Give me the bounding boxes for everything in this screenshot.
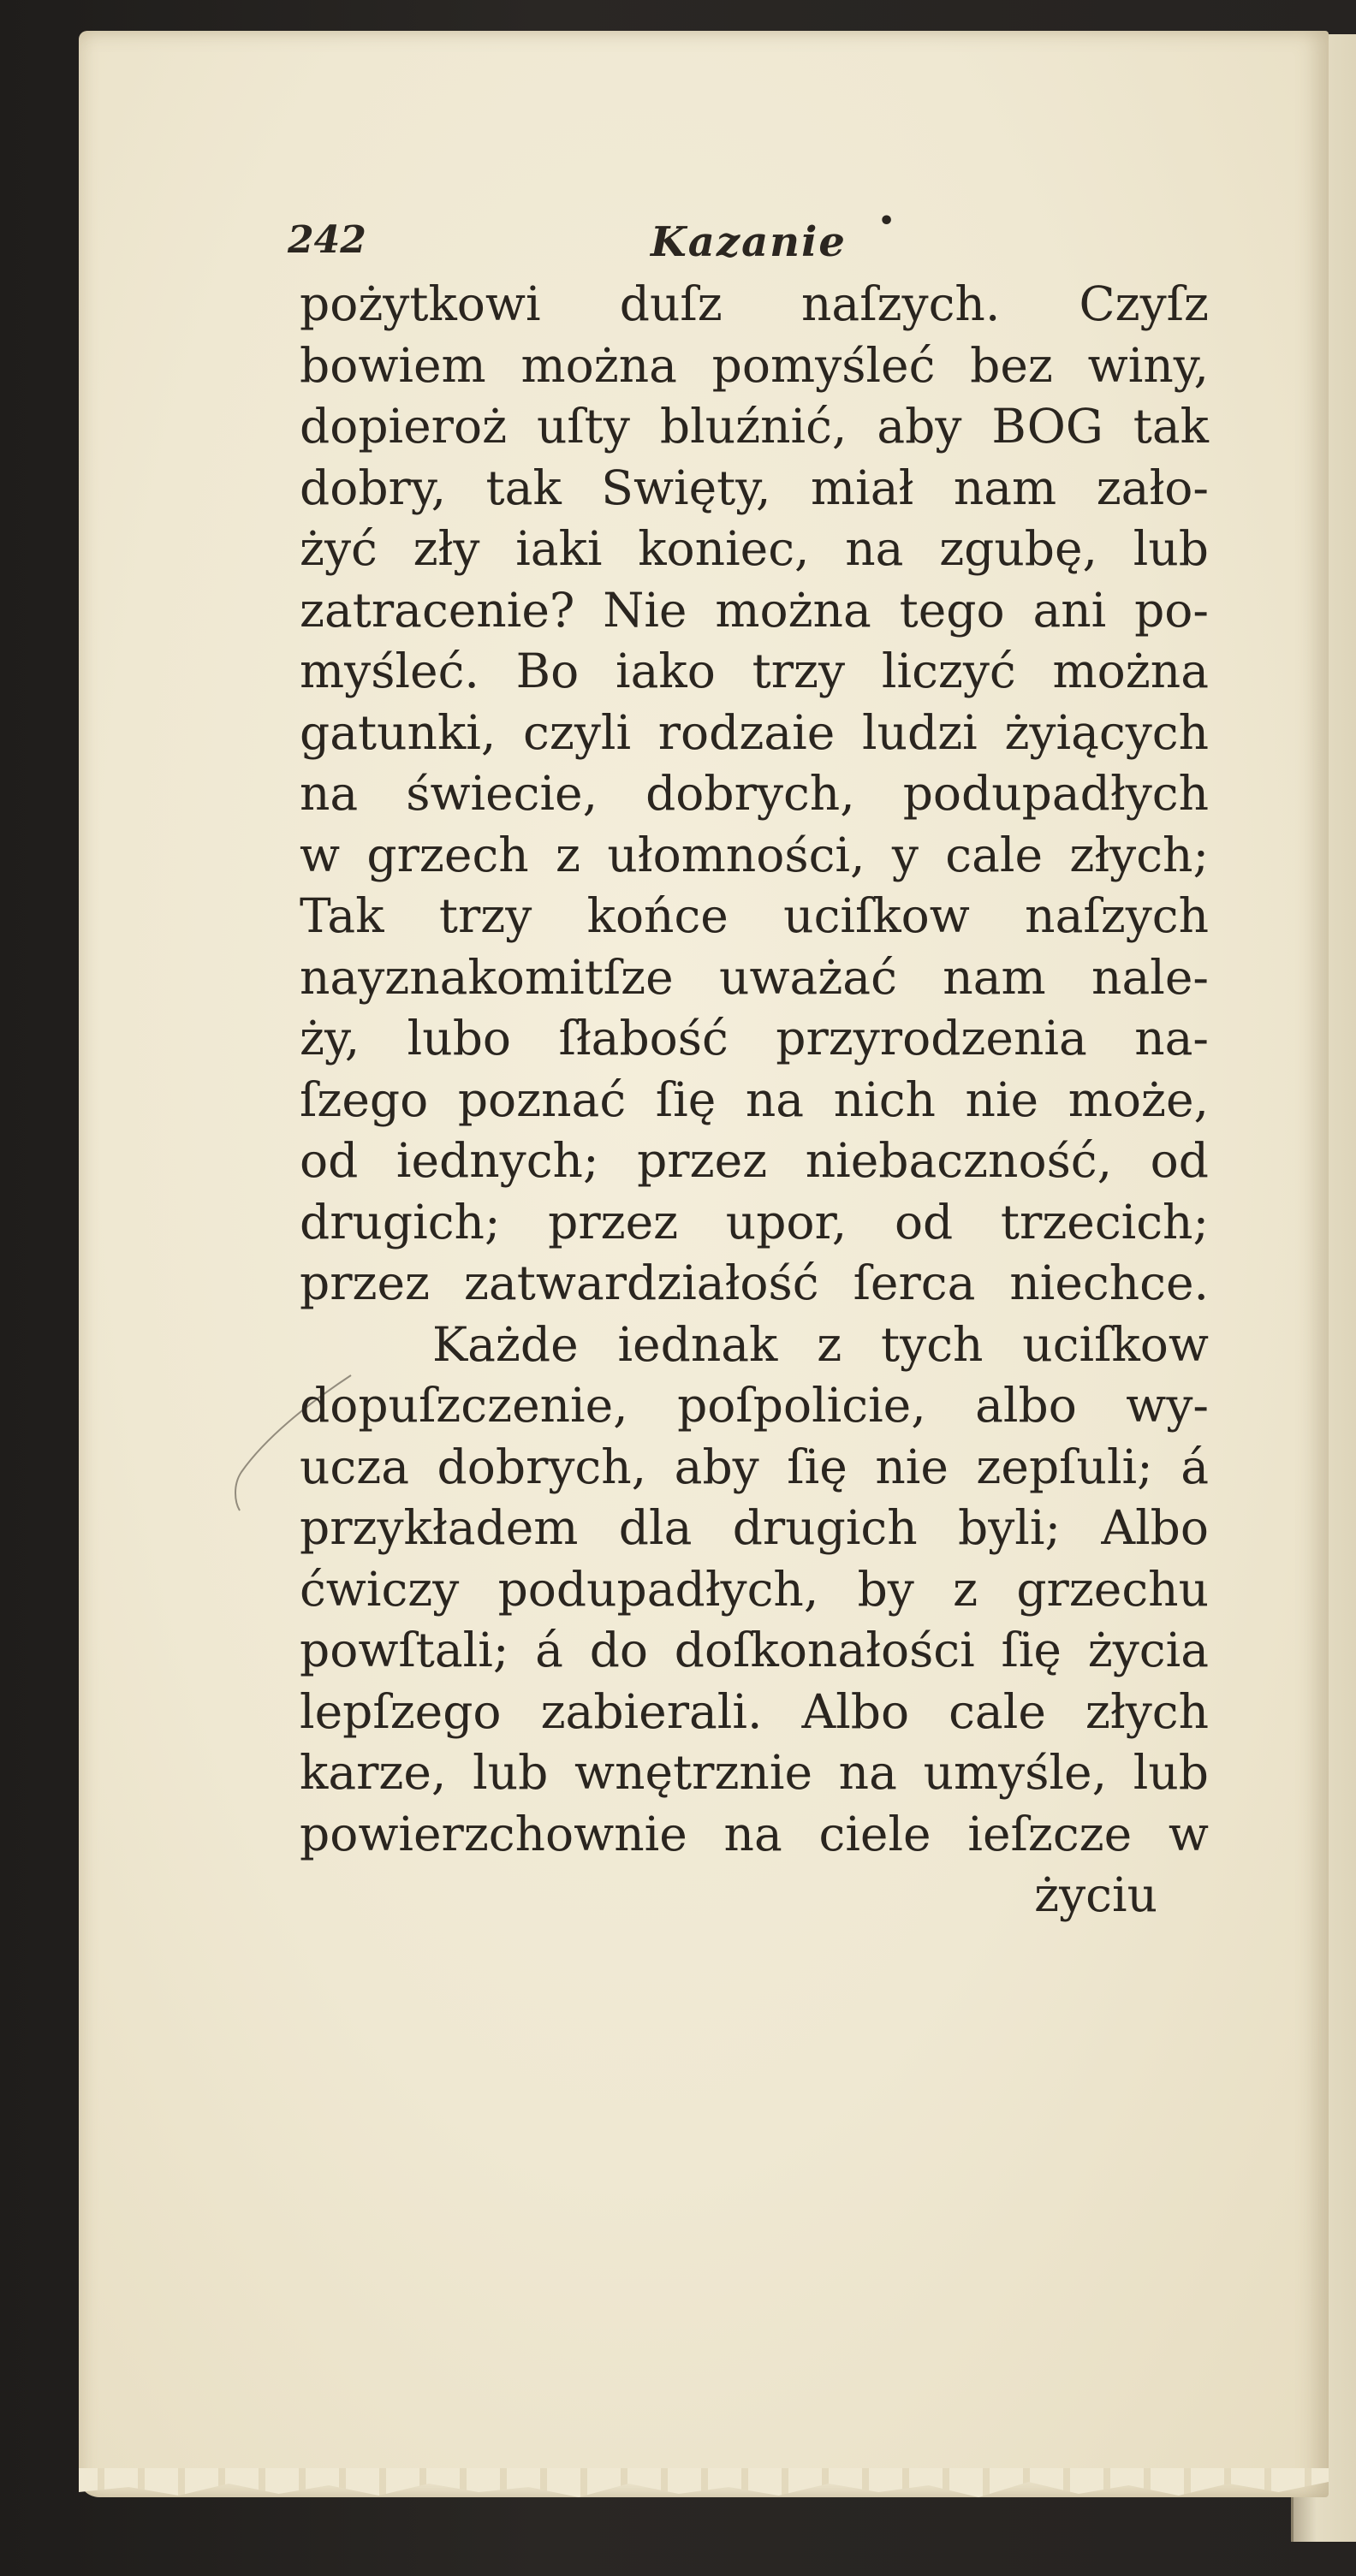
text-line: dopuſzczenie, poſpolicie, albo wy- [300, 1378, 1209, 1433]
text-line: pożytkowi duſz naſzych. Czyſz [300, 276, 1209, 331]
running-head [0, 206, 1356, 270]
running-title: Kazanie [651, 218, 847, 266]
text-line: powſtali; á do doſkonałości ſię życia [300, 1623, 1209, 1677]
body-text [300, 274, 1209, 1926]
text-line: powierzchownie na ciele ieſzcze w [300, 1806, 1209, 1861]
text-line: karze, lub wnętrznie na umyśle, lub [300, 1745, 1209, 1800]
text-line: myśleć. Bo iako trzy liczyć można [300, 644, 1209, 698]
text-line: nayznakomitſze uważać nam nale- [300, 949, 1209, 1005]
text-line: od iednych; przez niebaczność, od [300, 1133, 1209, 1188]
text-line: żyć zły iaki koniec, na zgubę, lub [300, 521, 1209, 576]
catchword: życiu [1034, 1867, 1157, 1922]
text-line: bowiem można pomyśleć bez winy, [300, 337, 1209, 393]
text-line: zatracenie? Nie można tego ani po- [300, 582, 1209, 638]
text-line: gatunki, czyli rodzaie ludzi żyiących [300, 704, 1209, 760]
text-line: ſzego poznać ſię na nich nie może, [300, 1071, 1209, 1127]
text-line: lepſzego zabierali. Albo cale złych [300, 1683, 1209, 1739]
paragraph-start-line: Każde iednak z tych uciſkow [432, 1316, 1209, 1372]
text-line: na świecie, dobrych, podupadłych [300, 766, 1209, 821]
text-line: przykładem dla drugich byli; Albo [300, 1500, 1209, 1555]
text-line: przez zatwardziałość ſerca niechce. [300, 1255, 1209, 1310]
text-line: dobry, tak Swięty, miał nam zało- [300, 460, 1209, 515]
text-line: ży, lubo ſłabość przyrodzenia na- [300, 1011, 1209, 1065]
ink-mark: • [878, 206, 895, 236]
text-line: dopieroż uſty bluźnić, aby BOG tak [300, 399, 1209, 454]
text-line: ucza dobrych, aby ſię nie zepſuli; á [300, 1439, 1209, 1494]
text-line: ćwiczy podupadłych, by z grzechu [300, 1561, 1209, 1617]
page-number: 242 [288, 218, 366, 262]
text-line: w grzech z ułomności, y cale złych; [300, 827, 1209, 882]
text-line: Tak trzy końce uciſkow naſzych [300, 888, 1209, 943]
text-line: drugich; przez upor, od trzecich; [300, 1194, 1209, 1249]
